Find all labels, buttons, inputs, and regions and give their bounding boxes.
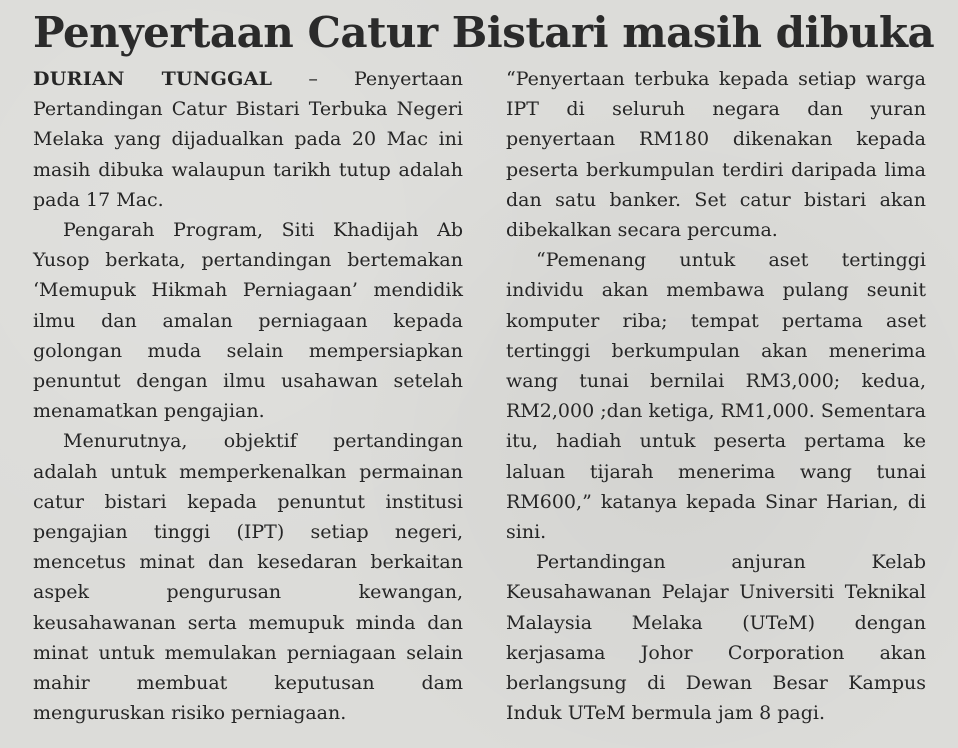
article-paragraph-text: – Penyertaan Pertandingan Catur Bistari Terbuka Negeri Melaka yang dijadualkan pada 20 Mac ini masih dibuka walaupun tarikh tutup adalah pada 17 Mac. — [33, 68, 463, 211]
article-paragraph: Pertandingan anjuran Kelab Keusahawanan Pelajar Universiti Teknikal Malaysia Melaka (UTeM) dengan kerjasama Johor Corporation akan berlangsung di Dewan Besar Kampus Induk UTeM bermula jam 8 pagi. — [506, 551, 926, 725]
article-paragraph: Menurutnya, objektif pertandingan adalah untuk memperkenalkan permainan catur bistari kepada penuntut institusi pengajian tinggi (IPT) setiap negeri, mencetus minat dan kesedaran berkaitan aspek pengurusan kewangan, keusahawanan serta memupuk minda dan minat untuk memulakan perniagaan selain mahir membuat keputusan dam menguruskan risiko perniagaan. — [33, 430, 463, 725]
article-dateline: DURIAN TUNGGAL — [33, 68, 273, 90]
article-column-left — [33, 64, 463, 728]
article-paragraph: “Pemenang untuk aset tertinggi individu akan membawa pulang seunit komputer riba; tempat pertama aset tertinggi berkumpulan akan menerima wang tunai bernilai RM3,000; kedua, RM2,000 ;dan ketiga, RM1,000. Sementara itu, hadiah untuk peserta pertama ke laluan tijarah menerima wang tunai RM600,” katanya kepada Sinar Harian, di sini. — [506, 249, 926, 544]
article-paragraph — [33, 64, 463, 215]
article-headline: Penyertaan Catur Bistari masih dibuka — [33, 8, 935, 57]
article-paragraph: “Penyertaan terbuka kepada setiap warga IPT di seluruh negara dan yuran penyertaan RM180 dikenakan kepada peserta berkumpulan terdiri daripada lima dan satu banker. Set catur bistari akan dibekalkan secara percuma. — [506, 68, 926, 242]
article-paragraph: Pengarah Program, Siti Khadijah Ab Yusop berkata, pertandingan bertemakan ‘Memupuk Hikmah Perniagaan’ mendidik ilmu dan amalan perniagaan kepada golongan muda selain mempersiapkan penuntut dengan ilmu usahawan setelah menamatkan pengajian. — [33, 219, 463, 423]
article-column-right — [506, 64, 926, 728]
